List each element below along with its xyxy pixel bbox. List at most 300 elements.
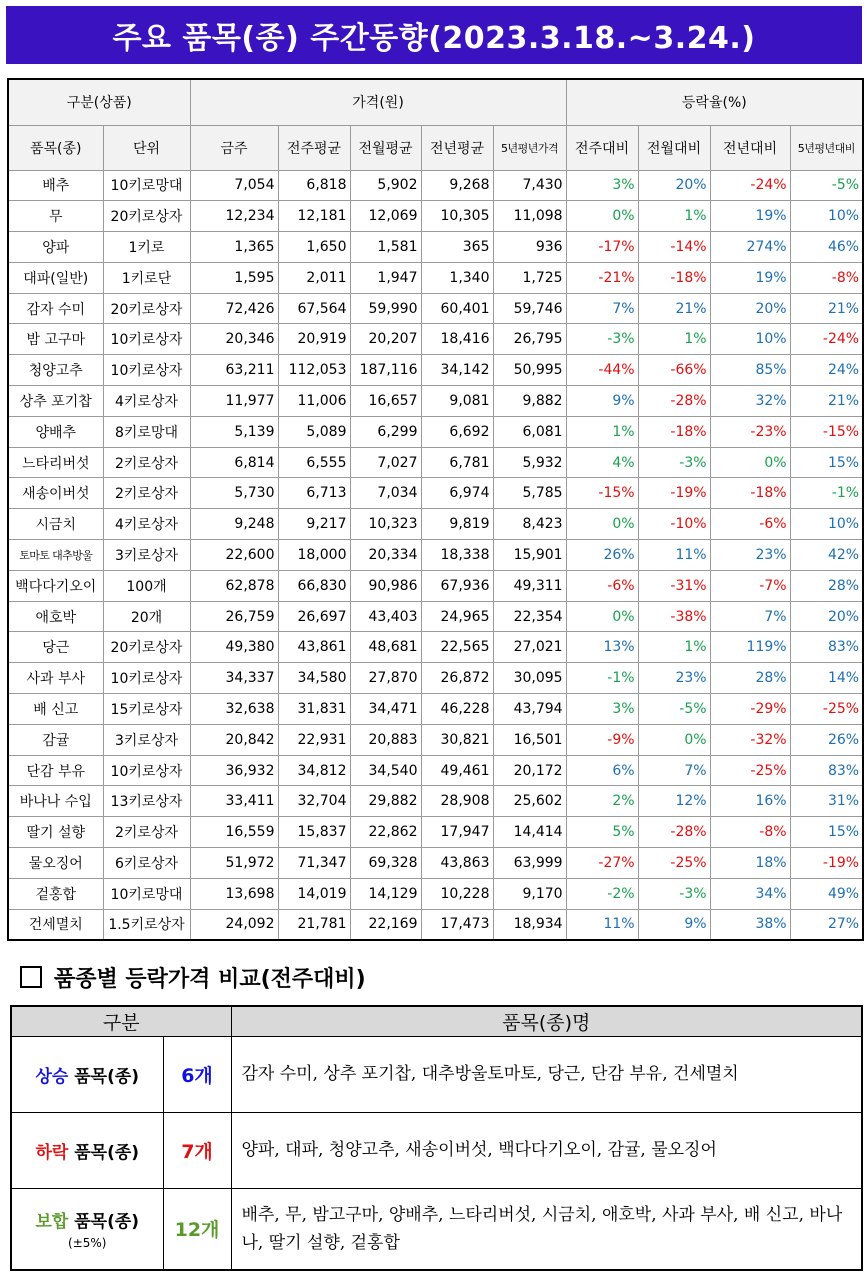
price-cell: 34,580 (278, 663, 350, 694)
change-cell: -19% (790, 848, 863, 879)
price-cell: 25,602 (493, 786, 566, 817)
table-row (8, 386, 863, 417)
change-cell: -9% (566, 724, 638, 755)
change-cell: -25% (638, 848, 710, 879)
price-cell: 5,730 (190, 478, 278, 509)
item-unit: 13키로상자 (103, 786, 190, 817)
cmp-col-names: 품목(종)명 (231, 1006, 862, 1036)
table-row (8, 848, 863, 879)
price-cell: 10,323 (350, 509, 421, 540)
item-name: 사과 부사 (8, 663, 103, 694)
col-this-week: 금주 (190, 125, 278, 170)
price-cell: 27,870 (350, 663, 421, 694)
price-cell: 14,414 (493, 817, 566, 848)
price-cell: 2,011 (278, 262, 350, 293)
change-cell: 28% (710, 663, 790, 694)
change-cell: 23% (638, 663, 710, 694)
price-cell: 36,932 (190, 755, 278, 786)
col-vs-week: 전주대비 (566, 125, 638, 170)
price-cell: 1,365 (190, 232, 278, 263)
item-unit: 10키로망대 (103, 170, 190, 201)
up-items: 감자 수미, 상추 포기찹, 대추방울토마토, 당근, 단감 부유, 건세멸치 (231, 1036, 862, 1112)
item-unit: 1키로 (103, 232, 190, 263)
item-name: 청양고추 (8, 355, 103, 386)
item-unit: 20키로상자 (103, 293, 190, 324)
item-name: 당근 (8, 632, 103, 663)
price-cell: 1,340 (421, 262, 493, 293)
change-cell: 0% (566, 201, 638, 232)
change-cell: 13% (566, 632, 638, 663)
change-cell: 15% (790, 447, 863, 478)
price-cell: 20,172 (493, 755, 566, 786)
change-cell: 24% (790, 355, 863, 386)
price-cell: 936 (493, 232, 566, 263)
price-cell: 5,902 (350, 170, 421, 201)
table-row (8, 632, 863, 663)
comparison-table (10, 1005, 863, 1271)
item-unit: 15키로상자 (103, 694, 190, 725)
change-cell: 49% (790, 878, 863, 909)
item-name: 바나나 수입 (8, 786, 103, 817)
change-cell: 34% (710, 878, 790, 909)
change-cell: 83% (790, 755, 863, 786)
price-cell: 9,170 (493, 878, 566, 909)
hold-count: 12개 (163, 1188, 231, 1270)
change-cell: -18% (710, 478, 790, 509)
header-change: 등락율(%) (566, 79, 863, 125)
change-cell: 6% (566, 755, 638, 786)
change-cell: -23% (710, 416, 790, 447)
change-cell: 0% (566, 509, 638, 540)
change-cell: -25% (710, 755, 790, 786)
change-cell: -3% (638, 447, 710, 478)
change-cell: -7% (710, 570, 790, 601)
item-unit: 2키로상자 (103, 817, 190, 848)
price-cell: 6,081 (493, 416, 566, 447)
price-cell: 365 (421, 232, 493, 263)
price-cell: 16,657 (350, 386, 421, 417)
price-cell: 12,181 (278, 201, 350, 232)
price-cell: 69,328 (350, 848, 421, 879)
col-vs-5yr: 5년평년대비 (790, 125, 863, 170)
price-cell: 30,095 (493, 663, 566, 694)
change-cell: 20% (790, 601, 863, 632)
price-cell: 71,347 (278, 848, 350, 879)
price-cell: 187,116 (350, 355, 421, 386)
change-cell: -27% (566, 848, 638, 879)
change-cell: -3% (638, 878, 710, 909)
change-cell: 4% (566, 447, 638, 478)
price-cell: 63,999 (493, 848, 566, 879)
change-cell: 0% (638, 724, 710, 755)
change-cell: 274% (710, 232, 790, 263)
price-cell: 1,725 (493, 262, 566, 293)
price-cell: 22,862 (350, 817, 421, 848)
change-cell: 20% (638, 170, 710, 201)
item-unit: 10키로상자 (103, 755, 190, 786)
table-row (8, 755, 863, 786)
page-title: 주요 품목(종) 주간동향(2023.3.18.~3.24.) (6, 6, 862, 64)
price-cell: 22,600 (190, 540, 278, 571)
price-cell: 49,461 (421, 755, 493, 786)
change-cell: -1% (566, 663, 638, 694)
price-cell: 6,713 (278, 478, 350, 509)
price-cell: 17,473 (421, 909, 493, 940)
change-cell: 1% (638, 632, 710, 663)
change-cell: -24% (790, 324, 863, 355)
checkbox-icon (20, 966, 42, 988)
up-label: 상승 품목(종) (11, 1036, 163, 1112)
price-cell: 34,812 (278, 755, 350, 786)
change-cell: -29% (710, 694, 790, 725)
price-cell: 28,908 (421, 786, 493, 817)
col-prev-month: 전월평균 (350, 125, 421, 170)
item-name: 겉홍합 (8, 878, 103, 909)
price-cell: 72,426 (190, 293, 278, 324)
price-cell: 33,411 (190, 786, 278, 817)
table-row (8, 601, 863, 632)
price-cell: 26,795 (493, 324, 566, 355)
change-cell: 28% (790, 570, 863, 601)
item-unit: 1키로단 (103, 262, 190, 293)
price-cell: 5,139 (190, 416, 278, 447)
up-count: 6개 (163, 1036, 231, 1112)
col-5yr: 5년평년가격 (493, 125, 566, 170)
change-cell: 18% (710, 848, 790, 879)
item-name: 양파 (8, 232, 103, 263)
price-cell: 5,089 (278, 416, 350, 447)
change-cell: -6% (566, 570, 638, 601)
item-unit: 2키로상자 (103, 447, 190, 478)
item-name: 감귤 (8, 724, 103, 755)
item-unit: 3키로상자 (103, 540, 190, 571)
price-cell: 20,207 (350, 324, 421, 355)
change-cell: 9% (638, 909, 710, 940)
price-cell: 67,936 (421, 570, 493, 601)
price-cell: 49,311 (493, 570, 566, 601)
change-cell: -44% (566, 355, 638, 386)
table-row (8, 232, 863, 263)
price-cell: 43,403 (350, 601, 421, 632)
table-row (8, 817, 863, 848)
cmp-col-category: 구분 (11, 1006, 231, 1036)
price-cell: 20,334 (350, 540, 421, 571)
item-unit: 100개 (103, 570, 190, 601)
price-cell: 16,559 (190, 817, 278, 848)
table-row (8, 694, 863, 725)
price-cell: 22,565 (421, 632, 493, 663)
col-unit: 단위 (103, 125, 190, 170)
change-cell: 9% (566, 386, 638, 417)
item-unit: 6키로상자 (103, 848, 190, 879)
change-cell: 14% (790, 663, 863, 694)
item-unit: 3키로상자 (103, 724, 190, 755)
change-cell: 27% (790, 909, 863, 940)
price-cell: 60,401 (421, 293, 493, 324)
price-cell: 21,781 (278, 909, 350, 940)
price-cell: 11,006 (278, 386, 350, 417)
col-vs-month: 전월대비 (638, 125, 710, 170)
price-cell: 9,081 (421, 386, 493, 417)
change-cell: 19% (710, 201, 790, 232)
table-row (8, 201, 863, 232)
col-prev-week: 전주평균 (278, 125, 350, 170)
item-name: 백다다기오이 (8, 570, 103, 601)
change-cell: 83% (790, 632, 863, 663)
item-unit: 20키로상자 (103, 632, 190, 663)
change-cell: -14% (638, 232, 710, 263)
item-name: 건세멸치 (8, 909, 103, 940)
change-cell: -8% (710, 817, 790, 848)
item-name: 밤 고구마 (8, 324, 103, 355)
change-cell: -15% (790, 416, 863, 447)
item-unit: 1.5키로상자 (103, 909, 190, 940)
table-row (8, 478, 863, 509)
table-row (8, 324, 863, 355)
table-row (8, 878, 863, 909)
price-cell: 34,142 (421, 355, 493, 386)
price-cell: 17,947 (421, 817, 493, 848)
price-cell: 22,169 (350, 909, 421, 940)
change-cell: -1% (790, 478, 863, 509)
change-cell: -66% (638, 355, 710, 386)
table-row (8, 909, 863, 940)
price-cell: 34,540 (350, 755, 421, 786)
change-cell: 23% (710, 540, 790, 571)
price-cell: 27,021 (493, 632, 566, 663)
price-cell: 43,863 (421, 848, 493, 879)
change-cell: 31% (790, 786, 863, 817)
price-cell: 11,977 (190, 386, 278, 417)
item-name: 시금치 (8, 509, 103, 540)
price-cell: 34,471 (350, 694, 421, 725)
price-cell: 46,228 (421, 694, 493, 725)
item-name: 딸기 설향 (8, 817, 103, 848)
price-cell: 9,217 (278, 509, 350, 540)
down-items: 양파, 대파, 청양고추, 새송이버섯, 백다다기오이, 감귤, 물오징어 (231, 1112, 862, 1188)
price-cell: 9,248 (190, 509, 278, 540)
price-cell: 20,346 (190, 324, 278, 355)
change-cell: 32% (710, 386, 790, 417)
hold-label: 보합 품목(종) (±5%) (11, 1188, 163, 1270)
table-row (8, 570, 863, 601)
price-cell: 5,932 (493, 447, 566, 478)
price-cell: 49,380 (190, 632, 278, 663)
price-cell: 24,092 (190, 909, 278, 940)
item-unit: 10키로망대 (103, 878, 190, 909)
item-unit: 10키로상자 (103, 355, 190, 386)
price-cell: 6,781 (421, 447, 493, 478)
price-cell: 20,842 (190, 724, 278, 755)
price-cell: 15,837 (278, 817, 350, 848)
price-cell: 51,972 (190, 848, 278, 879)
price-cell: 29,882 (350, 786, 421, 817)
price-cell: 18,934 (493, 909, 566, 940)
change-cell: -17% (566, 232, 638, 263)
change-cell: -18% (638, 416, 710, 447)
table-row (8, 786, 863, 817)
price-cell: 7,027 (350, 447, 421, 478)
col-vs-year: 전년대비 (710, 125, 790, 170)
item-unit: 10키로상자 (103, 663, 190, 694)
item-name: 새송이버섯 (8, 478, 103, 509)
change-cell: 10% (710, 324, 790, 355)
col-prev-year: 전년평균 (421, 125, 493, 170)
item-name: 배추 (8, 170, 103, 201)
price-cell: 26,759 (190, 601, 278, 632)
change-cell: 12% (638, 786, 710, 817)
down-label: 하락 품목(종) (11, 1112, 163, 1188)
col-item: 품목(종) (8, 125, 103, 170)
price-cell: 1,947 (350, 262, 421, 293)
change-cell: 85% (710, 355, 790, 386)
item-unit: 8키로망대 (103, 416, 190, 447)
price-cell: 6,974 (421, 478, 493, 509)
price-cell: 14,019 (278, 878, 350, 909)
change-cell: -31% (638, 570, 710, 601)
price-table (7, 78, 864, 941)
price-cell: 9,268 (421, 170, 493, 201)
item-name: 배 신고 (8, 694, 103, 725)
price-cell: 16,501 (493, 724, 566, 755)
change-cell: 10% (790, 201, 863, 232)
price-cell: 8,423 (493, 509, 566, 540)
change-cell: 1% (638, 201, 710, 232)
item-name: 토마토 대추방울 (8, 540, 103, 571)
price-cell: 7,430 (493, 170, 566, 201)
price-cell: 24,965 (421, 601, 493, 632)
price-cell: 26,697 (278, 601, 350, 632)
change-cell: 42% (790, 540, 863, 571)
price-cell: 9,819 (421, 509, 493, 540)
price-cell: 22,931 (278, 724, 350, 755)
item-name: 양배추 (8, 416, 103, 447)
price-cell: 20,919 (278, 324, 350, 355)
change-cell: -15% (566, 478, 638, 509)
table-row (8, 355, 863, 386)
price-cell: 18,416 (421, 324, 493, 355)
table-row (8, 509, 863, 540)
header-price: 가격(원) (190, 79, 566, 125)
price-cell: 18,000 (278, 540, 350, 571)
price-cell: 90,986 (350, 570, 421, 601)
price-cell: 50,995 (493, 355, 566, 386)
price-cell: 12,069 (350, 201, 421, 232)
down-count: 7개 (163, 1112, 231, 1188)
change-cell: 21% (790, 386, 863, 417)
item-name: 물오징어 (8, 848, 103, 879)
price-cell: 59,746 (493, 293, 566, 324)
item-name: 느타리버섯 (8, 447, 103, 478)
change-cell: 20% (710, 293, 790, 324)
item-unit: 2키로상자 (103, 478, 190, 509)
change-cell: 119% (710, 632, 790, 663)
item-unit: 10키로상자 (103, 324, 190, 355)
price-cell: 34,337 (190, 663, 278, 694)
price-cell: 18,338 (421, 540, 493, 571)
price-cell: 1,595 (190, 262, 278, 293)
price-cell: 6,692 (421, 416, 493, 447)
change-cell: 3% (566, 694, 638, 725)
change-cell: 7% (566, 293, 638, 324)
change-cell: 7% (638, 755, 710, 786)
change-cell: 10% (790, 509, 863, 540)
price-cell: 12,234 (190, 201, 278, 232)
price-cell: 1,650 (278, 232, 350, 263)
change-cell: -24% (710, 170, 790, 201)
item-name: 무 (8, 201, 103, 232)
change-cell: -32% (710, 724, 790, 755)
item-name: 대파(일반) (8, 262, 103, 293)
item-unit: 4키로상자 (103, 386, 190, 417)
price-cell: 43,794 (493, 694, 566, 725)
change-cell: -28% (638, 386, 710, 417)
change-cell: 1% (566, 416, 638, 447)
item-name: 감자 수미 (8, 293, 103, 324)
change-cell: 5% (566, 817, 638, 848)
change-cell: -21% (566, 262, 638, 293)
change-cell: -6% (710, 509, 790, 540)
change-cell: -5% (790, 170, 863, 201)
price-cell: 32,704 (278, 786, 350, 817)
price-cell: 6,555 (278, 447, 350, 478)
item-unit: 20키로상자 (103, 201, 190, 232)
price-cell: 112,053 (278, 355, 350, 386)
price-cell: 1,581 (350, 232, 421, 263)
table-row (8, 170, 863, 201)
price-cell: 9,882 (493, 386, 566, 417)
price-cell: 7,034 (350, 478, 421, 509)
change-cell: 21% (638, 293, 710, 324)
table-row (8, 416, 863, 447)
change-cell: -19% (638, 478, 710, 509)
change-cell: 38% (710, 909, 790, 940)
price-cell: 48,681 (350, 632, 421, 663)
change-cell: 21% (790, 293, 863, 324)
price-cell: 26,872 (421, 663, 493, 694)
change-cell: 0% (710, 447, 790, 478)
table-row (8, 262, 863, 293)
price-cell: 7,054 (190, 170, 278, 201)
price-cell: 6,814 (190, 447, 278, 478)
price-cell: 31,831 (278, 694, 350, 725)
hold-items: 배추, 무, 밤고구마, 양배추, 느타리버섯, 시금치, 애호박, 사과 부사, 배 신고, 바나나, 딸기 설향, 겉홍합 (231, 1188, 862, 1270)
change-cell: 11% (566, 909, 638, 940)
change-cell: -10% (638, 509, 710, 540)
price-cell: 10,305 (421, 201, 493, 232)
header-category: 구분(상품) (8, 79, 190, 125)
price-cell: 10,228 (421, 878, 493, 909)
change-cell: 15% (790, 817, 863, 848)
change-cell: 26% (790, 724, 863, 755)
change-cell: -25% (790, 694, 863, 725)
item-name: 단감 부유 (8, 755, 103, 786)
change-cell: 3% (566, 170, 638, 201)
item-name: 애호박 (8, 601, 103, 632)
price-cell: 67,564 (278, 293, 350, 324)
table-row (8, 663, 863, 694)
price-cell: 32,638 (190, 694, 278, 725)
change-cell: -5% (638, 694, 710, 725)
change-cell: -8% (790, 262, 863, 293)
comparison-title: 품종별 등락가격 비교(전주대비) (20, 960, 366, 994)
change-cell: 11% (638, 540, 710, 571)
change-cell: -28% (638, 817, 710, 848)
table-row (8, 293, 863, 324)
table-row (8, 724, 863, 755)
change-cell: 7% (710, 601, 790, 632)
price-cell: 62,878 (190, 570, 278, 601)
